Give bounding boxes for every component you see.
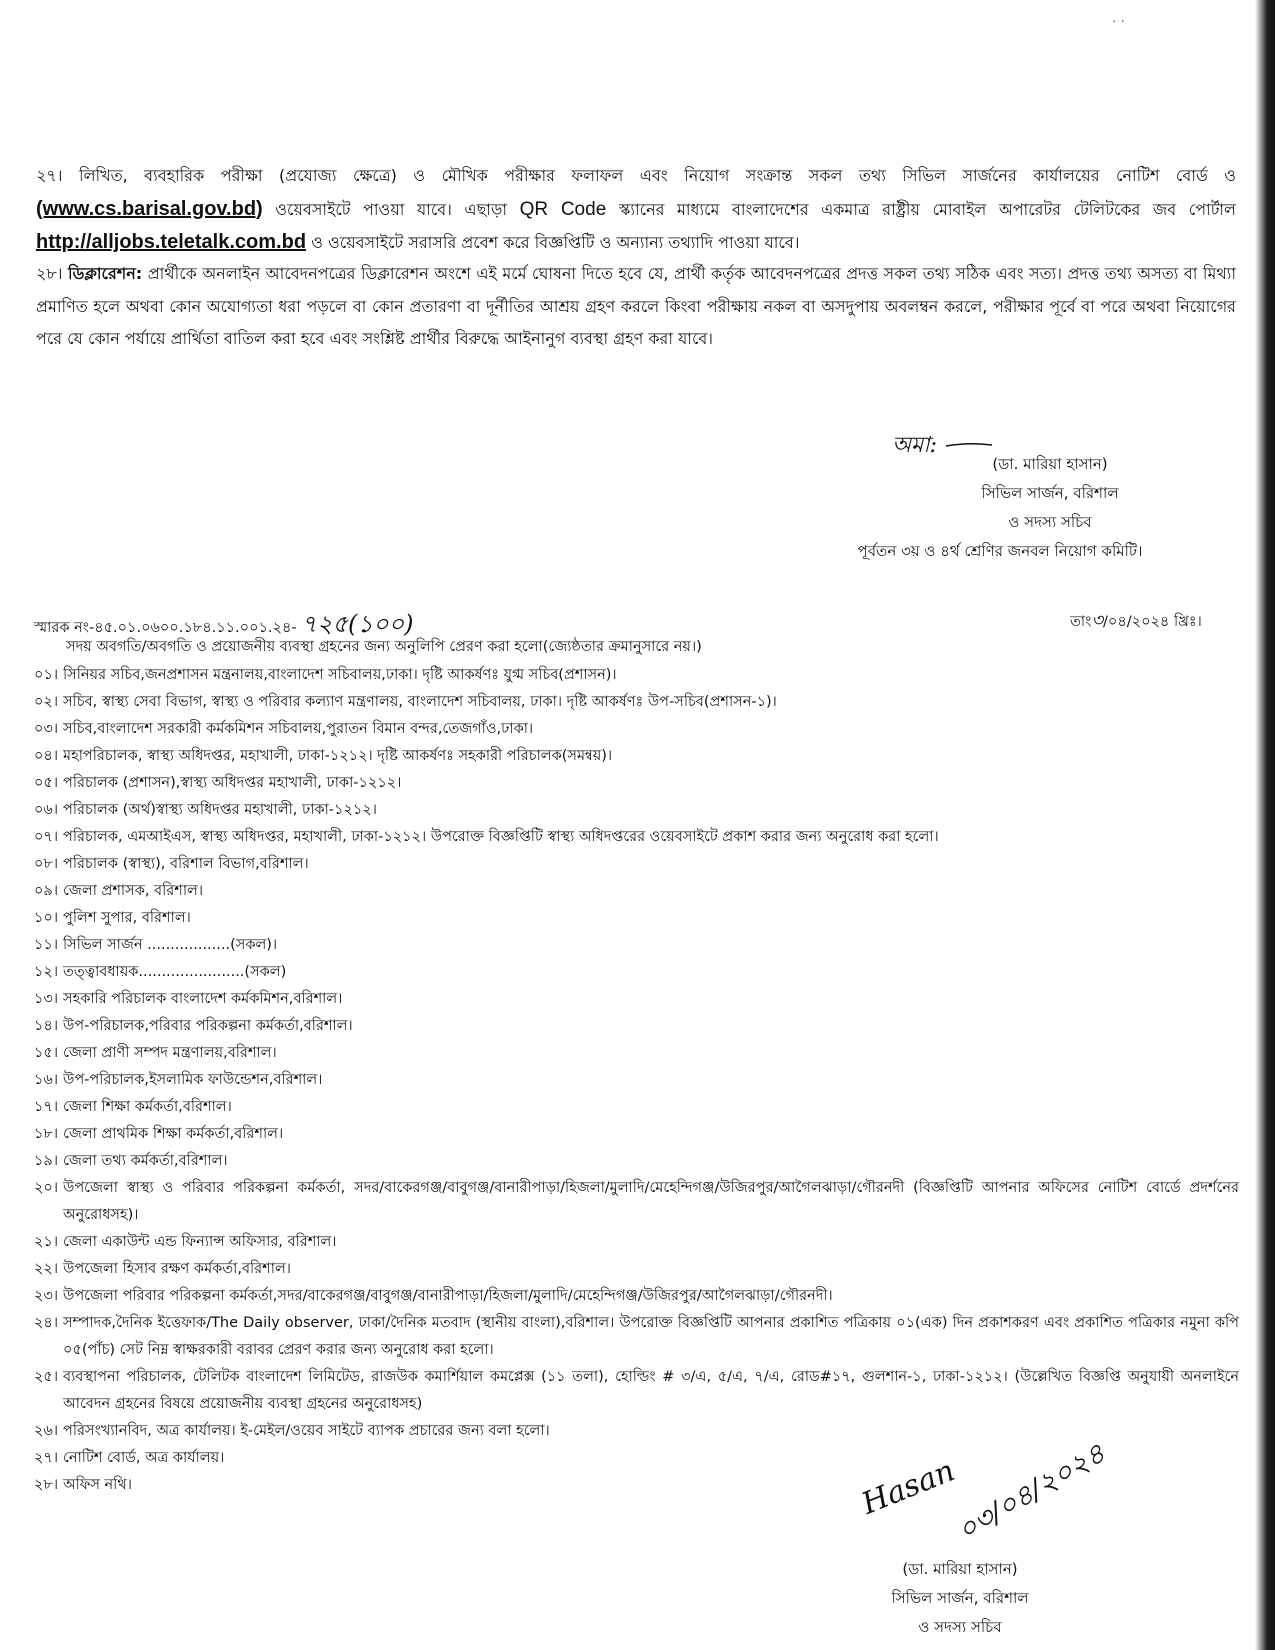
clause-28-text: প্রার্থীকে অনলাইন আবেদনপত্রের ডিক্লারেশন অংশে এই মর্মে ঘোষনা দিতে হবে যে, প্রার্থী কর্তৃক আবেদনপত্রের প্রদত্ত সকল তথ্য সঠিক এবং সত্য। প্রদত্ত তথ্য অসত্য বা মিথ্যা প্রমাণিত হলে অথবা কোন অযোগ্যতা ধরা পড়লে বা কোন প্রতারণা বা দূর্নীতির আশ্রয় গ্রহণ করলে কিংবা পরীক্ষায় নকল বা অসদুপায় অবলম্বন করলে, পরীক্ষার পূর্বে বা পরে অথবা নিয়োগের পরে যে কোন পর্যায়ে প্রার্থিতা বাতিল করা হবে এবং সংশ্লিষ্ট প্রার্থীর বিরুদ্ধে আইনানুগ ব্যবস্থা গ্রহণ করা যাবে। (36, 264, 1236, 348)
distribution-item-text: পরিচালক (প্রশাসন),স্বাস্থ্য অধিদপ্তর মহাখালী, ঢাকা-১২১২। (63, 775, 402, 791)
distribution-item-number: ২২। (34, 1261, 59, 1277)
distribution-item-text: ব্যবস্থাপনা পরিচালক, টেলিটক বাংলাদেশ লিমিটেড, রাজউক কমার্শিয়াল কমপ্লেক্স (১১ তলা), হোল্ডিং # ৩/এ, ৫/এ, ৭/এ, রোড#১৭, গুলশান-১, ঢাকা-১২১২। (উল্লেখিত বিজ্ঞপ্তি অনুযায়ী অনলাইনে আবেদন গ্রহনের বিষয়ে প্রয়োজনীয় ব্যবস্থা গ্রহনের অনুরোধসহ) (63, 1369, 1239, 1412)
distribution-item-text: নোটিশ বোর্ড, অত্র কার্যালয়। (63, 1450, 225, 1466)
distribution-item (34, 986, 1239, 1013)
distribution-item-number: ০৩। (34, 721, 59, 737)
distribution-item (34, 1040, 1239, 1067)
website-link[interactable]: (www.cs.barisal.gov.bd) (36, 197, 263, 220)
distribution-item-number: ০৪। (34, 748, 59, 764)
distribution-item-text: জেলা প্রাথমিক শিক্ষা কর্মকর্তা,বরিশাল। (63, 1126, 284, 1142)
signatory-role: ও সদস্য সচিব (1008, 513, 1092, 531)
distribution-item-text: সম্পাদক,দৈনিক ইত্তেফাক/The Daily observer, ঢাকা/দৈনিক মতবাদ (স্থানীয় বাংলা),বরিশাল। উপরোক্ত বিজ্ঞপ্তিটি আপনার প্রকাশিত পত্রিকায় ০১(এক) দিন প্রকাশকরণ এবং প্রকাশিত পত্রিকার নমুনা কপি ০৫(পাঁচ) সেট নিম্ন স্বাক্ষরকারী বরাবর প্রেরণ করার জন্য অনুরোধ করা হলো। (63, 1315, 1239, 1358)
distribution-item (34, 1067, 1239, 1094)
distribution-item-number: ২৩। (34, 1288, 59, 1304)
distribution-item-text: সচিব, স্বাস্থ্য সেবা বিভাগ, স্বাস্থ্য ও পরিবার কল্যাণ মন্ত্রণালয়, বাংলাদেশ সচিবালয়, ঢাকা। দৃষ্টি আকর্ষণঃ উপ-সচিব(প্রশাসন-১)। (63, 694, 777, 710)
clause-27-text-a: লিখিত, ব্যবহারিক পরীক্ষা (প্রযোজ্য ক্ষেত্রে) ও মৌখিক পরীক্ষার ফলাফল এবং নিয়োগ সংক্রান্ত সকল তথ্য সিভিল সার্জনের কার্যালয়ের নোটিশ বোর্ড ও (79, 166, 1236, 185)
committee-name: পূর্বতন ৩য় ও ৪র্থ শ্রেণির জনবল নিয়োগ কমিটি। (857, 542, 1143, 560)
distribution-item-number: ১৪। (34, 1018, 59, 1034)
distribution-item-number: ০৮। (34, 856, 59, 872)
distribution-item-text: জেলা তথ্য কর্মকর্তা,বরিশাল। (63, 1153, 228, 1169)
qr-code-text: QR Code (519, 198, 607, 220)
distribution-item-text: পুলিশ সুপার, বরিশাল। (63, 910, 191, 926)
copy-note: সদয় অবগতি/অবগতি ও প্রয়োজনীয় ব্যবস্থা গ্রহনের জন্য অনুলিপি প্রেরণ করা হলো(জ্যেষ্ঠতার ক্রমানুসারে নয়।) (66, 639, 702, 655)
memo-number: স্মারক নং-৪৫.০১.০৬০০.১৮৪.১১.০০১.২৪- (34, 620, 297, 636)
distribution-item-text: তত্ত্বাবধায়ক.......................(সকল) (63, 964, 287, 980)
distribution-item-text: জেলা প্রাণী সম্পদ মন্ত্রণালয়,বরিশাল। (63, 1045, 277, 1061)
clause-27 (36, 160, 1236, 260)
signatory-designation-bottom: সিভিল সার্জন, বরিশাল (891, 1589, 1029, 1607)
distribution-item (34, 743, 1239, 770)
distribution-item (34, 1094, 1239, 1121)
clause-27-number: ২৭। (36, 166, 63, 185)
handwritten-initial: অমা: (892, 428, 994, 465)
distribution-item (34, 1364, 1239, 1418)
teletalk-link[interactable]: http://alljobs.teletalk.com.bd (36, 231, 307, 253)
distribution-item-text: উপ-পরিচালক,ইসলামিক ফাউন্ডেশন,বরিশাল। (63, 1072, 323, 1088)
scan-speck: ⸱ · (1112, 14, 1125, 30)
distribution-item-number: ১৬। (34, 1072, 59, 1088)
distribution-item-number: ২৮। (34, 1477, 59, 1493)
distribution-item-text: সচিব,বাংলাদেশ সরকারী কর্মকমিশন সচিবালয়,পুরাতন বিমান বন্দর,তেজগাঁও,ঢাকা। (63, 721, 534, 737)
distribution-item-text: সিনিয়র সচিব,জনপ্রশাসন মন্ত্রনালয়,বাংলাদেশ সচিবালয়,ঢাকা। দৃষ্টি আকর্ষণঃ যুগ্ম সচিব(প্রশাসন)। (63, 667, 617, 683)
distribution-item-number: ০২। (34, 694, 59, 710)
memo-date: তাং৩/০৪/২০২৪ খ্রিঃ। (1070, 610, 1202, 631)
distribution-item (34, 1175, 1239, 1229)
distribution-item-number: ২৫। (34, 1369, 59, 1385)
scan-edge (1255, 0, 1275, 1650)
handwritten-date: ০৩/০৪/২০২৪ (951, 1436, 1111, 1548)
distribution-item-text: জেলা প্রশাসক, বরিশাল। (63, 883, 204, 899)
signatory-name-bottom: (ডা. মারিয়া হাসান) (902, 1560, 1018, 1578)
signatory-role-bottom: ও সদস্য সচিব (918, 1618, 1002, 1636)
distribution-item (34, 878, 1239, 905)
memo-handwritten-number: ৭২৫(১০০) (301, 610, 414, 638)
distribution-item-text: জেলা শিক্ষা কর্মকর্তা,বরিশাল। (63, 1099, 232, 1115)
distribution-item-text: জেলা একাউন্ট এন্ড ফিন্যান্স অফিসার, বরিশাল। (63, 1234, 337, 1250)
distribution-item-number: ২৬। (34, 1423, 59, 1439)
signatory-name: (ডা. মারিয়া হাসান) (992, 455, 1108, 473)
distribution-item-number: ২৪। (34, 1315, 59, 1331)
clause-27-text-c: স্ক্যানের মাধ্যমে বাংলাদেশের একমাত্র রাষ্ট্রীয় মোবাইল অপারেটর টেলিটকের জব পোর্টাল (618, 199, 1236, 219)
distribution-item-number: ১৮। (34, 1126, 59, 1142)
distribution-item-text: পরিচালক (অর্থ)স্বাস্থ্য অধিদপ্তর মহাখালী, ঢাকা-১২১২। (63, 802, 377, 818)
distribution-item (34, 1283, 1239, 1310)
signatory-block-bottom (810, 1555, 1110, 1642)
distribution-item-number: ০৬। (34, 802, 59, 818)
distribution-item-text: মহাপরিচালক, স্বাস্থ্য অধিদপ্তর, মহাখালী, ঢাকা-১২১২। দৃষ্টি আকর্ষণঃ সহকারী পরিচালক(সমন্বয়)। (63, 748, 613, 764)
signatory-block-top (700, 450, 1275, 566)
distribution-item-number: ২১। (34, 1234, 59, 1250)
distribution-item-text: পরিচালক (স্বাস্থ্য), বরিশাল বিভাগ,বরিশাল। (63, 856, 309, 872)
distribution-item (34, 1148, 1239, 1175)
distribution-item-text: উপ-পরিচালক,পরিবার পরিকল্পনা কর্মকর্তা,বরিশাল। (63, 1018, 353, 1034)
distribution-item-number: ১৩। (34, 991, 59, 1007)
distribution-item-number: ১৫। (34, 1045, 59, 1061)
distribution-item (34, 716, 1239, 743)
clause-28-number: ২৮। (36, 264, 63, 283)
distribution-item-number: ১২। (34, 964, 59, 980)
distribution-item (34, 1256, 1239, 1283)
distribution-item (34, 1013, 1239, 1040)
distribution-item (34, 1310, 1239, 1364)
clause-27-text-b: ওয়েবসাইটে পাওয়া যাবে। এছাড়া (275, 199, 508, 219)
distribution-list (34, 662, 1239, 1499)
distribution-item (34, 770, 1239, 797)
signatory-designation: সিভিল সার্জন, বরিশাল (981, 484, 1119, 502)
distribution-item-text: উপজেলা স্বাস্থ্য ও পরিবার পরিকল্পনা কর্মকর্তা, সদর/বাকেরগঞ্জ/বাবুগঞ্জ/বানারীপাড়া/হিজলা/মুলাদি/মেহেন্দিগঞ্জ/উজিরপুর/আগৈলঝাড়া/গৌরনদী (বিজ্ঞপ্তিটি আপনার অফিসের নোটিশ বোর্ডে প্রদর্শনের অনুরোধসহ)। (63, 1180, 1239, 1223)
distribution-item-text: পরিচালক, এমআইএস, স্বাস্থ্য অধিদপ্তর, মহাখালী, ঢাকা-১২১২। উপরোক্ত বিজ্ঞপ্তিটি স্বাস্থ্য অধিদপ্তরের ওয়েবসাইটে প্রকাশ করার জন্য অনুরোধ করা হলো। (63, 829, 939, 845)
date-handwritten-day: ৩ (1091, 610, 1104, 631)
distribution-item-text: উপজেলা হিসাব রক্ষণ কর্মকর্তা,বরিশাল। (63, 1261, 291, 1277)
distribution-item-number: ০৫। (34, 775, 59, 791)
distribution-item-number: ১৯। (34, 1153, 59, 1169)
distribution-item-text: সিভিল সার্জন ..................(সকল)। (63, 937, 278, 953)
distribution-item (34, 797, 1239, 824)
distribution-item-text: পরিসংখ্যানবিদ, অত্র কার্যালয়। ই-মেইল/ওয়েব সাইটে ব্যাপক প্রচারের জন্য বলা হলো। (63, 1423, 550, 1439)
distribution-item (34, 1121, 1239, 1148)
distribution-item-text: অফিস নথি। (63, 1477, 132, 1493)
distribution-item-number: ০৯। (34, 883, 59, 899)
distribution-item-number: ০৭। (34, 829, 59, 845)
distribution-item-number: ২০। (34, 1180, 59, 1196)
distribution-item (34, 959, 1239, 986)
distribution-item (34, 851, 1239, 878)
distribution-item (34, 689, 1239, 716)
distribution-item (34, 1229, 1239, 1256)
distribution-item-text: সহকারি পরিচালক বাংলাদেশ কর্মকমিশন,বরিশাল। (63, 991, 343, 1007)
clause-27-text-d: ও ওয়েবসাইটে সরাসরি প্রবেশ করে বিজ্ঞপ্তিটি ও অন্যান্য তথ্যাদি পাওয়া যাবে। (311, 233, 800, 252)
distribution-item-number: ১৭। (34, 1099, 59, 1115)
distribution-item (34, 662, 1239, 689)
declaration-heading: ডিক্লারেশন: (68, 264, 143, 283)
distribution-item (34, 1418, 1239, 1445)
clause-28 (36, 258, 1236, 356)
distribution-item (34, 932, 1239, 959)
distribution-item (34, 905, 1239, 932)
handwritten-signature: Hasan (856, 1453, 960, 1522)
distribution-item-text: উপজেলা পরিবার পরিকল্পনা কর্মকর্তা,সদর/বাকেরগঞ্জ/বাবুগঞ্জ/বানারীপাড়া/হিজলা/মুলাদি/মেহেন্দিগঞ্জ/উজিরপুর/আগৈলঝাড়া/গৌরনদী। (63, 1288, 833, 1304)
distribution-item (34, 824, 1239, 851)
distribution-item-number: ২৭। (34, 1450, 59, 1466)
distribution-item-number: ১০। (34, 910, 59, 926)
distribution-item-number: ১১। (34, 937, 59, 953)
distribution-item-number: ০১। (34, 667, 59, 683)
